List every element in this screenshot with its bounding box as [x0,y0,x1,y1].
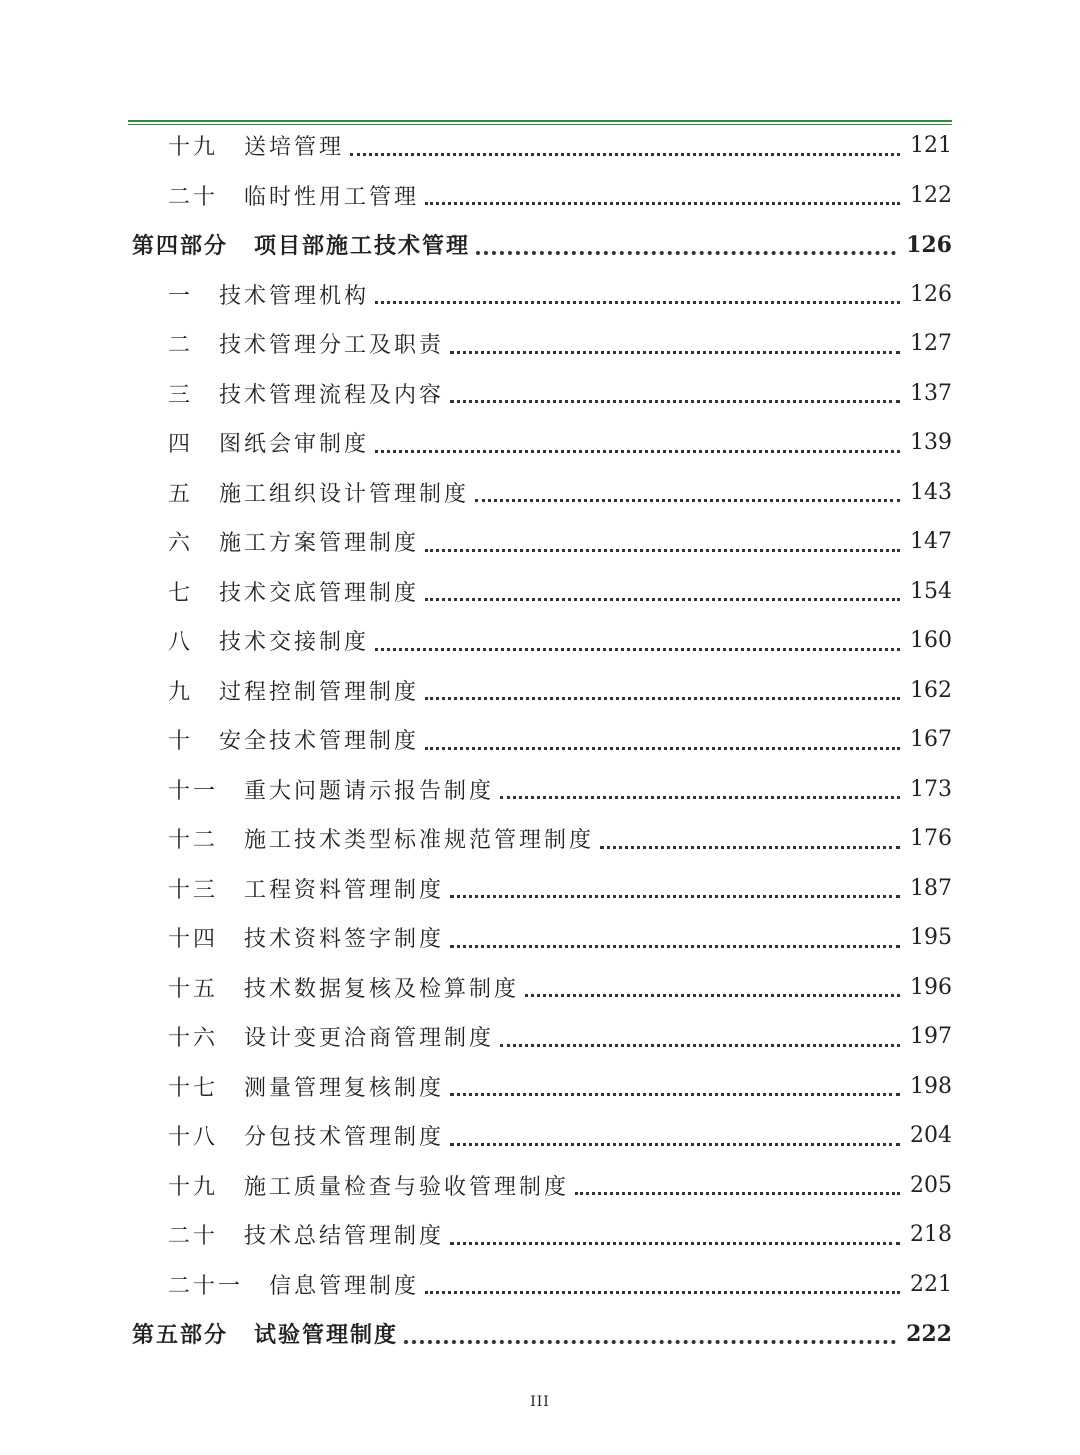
toc-entry-page: 222 [906,1320,952,1347]
toc-entry-number: 十九 [168,1174,219,1200]
toc-entry-page: 196 [910,974,952,1000]
toc-entry[interactable] [168,1062,952,1112]
toc-entry-title: 信息管理制度 [269,1273,420,1299]
toc-entry-title: 临时性用工管理 [244,184,420,210]
toc-entry-number: 十四 [168,927,219,953]
toc-entry-number: 十二 [168,828,219,854]
toc-entry[interactable] [168,666,952,716]
toc-entry-number: 十一 [168,778,219,804]
toc-dot-leader [600,845,900,849]
toc-dot-leader [425,1290,900,1294]
toc-dot-leader [450,894,900,898]
toc-entry-page: 137 [910,380,952,406]
toc-entry-title: 技术管理流程及内容 [219,382,445,408]
toc-entry-number: 二十一 [168,1273,244,1299]
toc-entry[interactable] [168,1161,952,1211]
toc-entry-title: 技术管理机构 [219,283,370,309]
toc-entry-title: 技术交底管理制度 [219,580,420,606]
toc-entry[interactable] [168,468,952,518]
toc-entry-page: 143 [910,479,952,505]
toc-entry-number: 一 [168,283,194,309]
toc-entry-page: 173 [910,776,952,802]
toc-entry-number: 二十 [168,184,219,210]
toc-entry[interactable] [168,319,952,369]
toc-entry-page: 162 [910,677,952,703]
toc-entry-page: 198 [910,1073,952,1099]
toc-dot-leader [450,1142,900,1146]
toc-entry[interactable] [168,1210,952,1260]
toc-entry-title: 设计变更洽商管理制度 [244,1026,495,1052]
toc-entry-page: 204 [910,1123,952,1149]
toc-entry-number: 十五 [168,976,219,1002]
toc-entry[interactable] [168,418,952,468]
toc-entry-page: 139 [910,430,952,456]
toc-dot-leader [575,1191,900,1195]
toc-entry-page: 160 [910,628,952,654]
toc-dot-leader [450,399,900,403]
toc-entry-title: 技术管理分工及职责 [219,333,445,359]
toc-entry[interactable] [168,1111,952,1161]
toc-entry-title: 工程资料管理制度 [244,877,445,903]
toc-entry-title: 技术交接制度 [219,630,370,656]
toc-entry-title: 过程控制管理制度 [219,679,420,705]
toc-entry-title: 施工质量检查与验收管理制度 [244,1174,570,1200]
toc-entry-title: 技术资料签字制度 [244,927,445,953]
toc-entry-page: 221 [910,1271,952,1297]
toc-entry-number: 八 [168,630,194,656]
toc-dot-leader [404,1339,896,1344]
toc-entry-number: 四 [168,432,194,458]
toc-entry-page: 154 [910,578,952,604]
toc-dot-leader [475,498,900,502]
toc-entry-page: 122 [910,182,952,208]
toc-entry-page: 126 [910,281,952,307]
toc-entry[interactable] [168,913,952,963]
toc-entry-title: 项目部施工技术管理 [254,233,471,260]
toc-entry-number: 十七 [168,1075,219,1101]
toc-entry[interactable] [168,616,952,666]
toc-entry-title: 技术总结管理制度 [244,1224,445,1250]
toc-entry[interactable] [168,715,952,765]
toc-entry-number: 五 [168,481,194,507]
toc-entry[interactable] [168,517,952,567]
toc-entry-number: 十九 [168,135,219,161]
toc-dot-leader [425,696,900,700]
toc-entry-page: 187 [910,875,952,901]
toc-entry-title: 送培管理 [244,135,345,161]
toc-entry-number: 九 [168,679,194,705]
toc-dot-leader [450,944,900,948]
toc-entry-title: 图纸会审制度 [219,432,370,458]
toc-entry-title: 施工技术类型标准规范管理制度 [244,828,595,854]
toc-dot-leader [500,1043,900,1047]
toc-entry-number: 十 [168,729,194,755]
toc-entry[interactable] [168,270,952,320]
toc-entry-page: 126 [906,231,952,258]
toc-entry-number: 三 [168,382,194,408]
toc-entry-page: 195 [910,925,952,951]
toc-entry[interactable] [168,1260,952,1310]
toc-part-entry[interactable] [132,1309,952,1359]
toc-entry-number: 七 [168,580,194,606]
toc-dot-leader [425,746,900,750]
toc-entry-title: 测量管理复核制度 [244,1075,445,1101]
toc-dot-leader [525,993,900,997]
toc-entry[interactable] [168,814,952,864]
toc-entry[interactable] [168,121,952,171]
toc-dot-leader [425,548,900,552]
toc-entry-page: 121 [910,133,952,159]
toc-entry-number: 十八 [168,1125,219,1151]
toc-dot-leader [476,250,896,255]
toc-entry-title: 施工组织设计管理制度 [219,481,470,507]
toc-entry-page: 167 [910,727,952,753]
toc-entry[interactable] [168,567,952,617]
toc-entry-page: 147 [910,529,952,555]
toc-entry[interactable] [168,369,952,419]
toc-dot-leader [350,152,900,156]
toc-entry[interactable] [168,963,952,1013]
toc-entry-title: 分包技术管理制度 [244,1125,445,1151]
toc-entry-number: 十六 [168,1026,219,1052]
toc-entry-title: 安全技术管理制度 [219,729,420,755]
toc-entry[interactable] [168,765,952,815]
toc-entry-title: 试验管理制度 [254,1322,399,1349]
toc-entry-number: 第五部分 [132,1322,229,1349]
toc-entry-page: 205 [910,1172,952,1198]
toc-entry-page: 127 [910,331,952,357]
toc-entry-page: 218 [910,1222,952,1248]
toc-dot-leader [425,201,900,205]
page-number-footer: III [530,1394,550,1410]
toc-entry[interactable] [168,1012,952,1062]
toc-dot-leader [425,597,900,601]
toc-entry-number: 十三 [168,877,219,903]
toc-entry-number: 六 [168,531,194,557]
toc-entry-number: 第四部分 [132,233,229,260]
toc-entry-number: 二十 [168,1224,219,1250]
toc-dot-leader [450,1241,900,1245]
toc-entry-page: 197 [910,1024,952,1050]
toc-entry-title: 技术数据复核及检算制度 [244,976,520,1002]
toc-entry[interactable] [168,864,952,914]
toc-dot-leader [375,300,900,304]
toc-entry-page: 176 [910,826,952,852]
toc-dot-leader [500,795,900,799]
toc-entry-number: 二 [168,333,194,359]
toc-dot-leader [450,350,900,354]
toc-part-entry[interactable] [132,220,952,270]
toc-entry-title: 施工方案管理制度 [219,531,420,557]
toc-dot-leader [375,647,900,651]
toc-entry-title: 重大问题请示报告制度 [244,778,495,804]
toc-entry[interactable] [168,171,952,221]
toc-dot-leader [450,1092,900,1096]
toc-dot-leader [375,449,900,453]
